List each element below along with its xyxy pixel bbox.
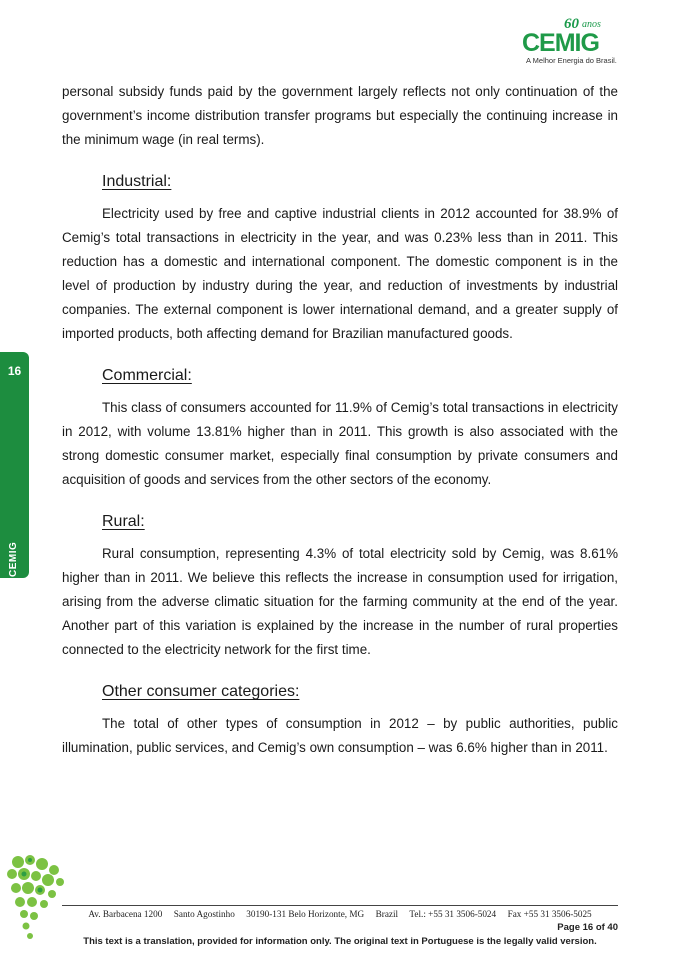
logo-tagline: A Melhor Energia do Brasil. <box>526 56 617 65</box>
page-body <box>62 80 618 760</box>
logo-wordmark: CEMIG <box>522 29 599 57</box>
decorative-dots-map-icon <box>0 850 72 950</box>
section-text-industrial: Electricity used by free and captive industrial clients in 2012 accounted for 38.9% of Cemig’s total transactions in electricity in the year, and was 0.23% less than in 2011. This reduction has a domestic and international component. The domestic component is in the level of production by industry during the year, and reduction of investments by industrial companies. The external component is lower international demand, and a greater supply of imported products, both affecting demand for Brazilian manufactured goods. <box>62 206 618 341</box>
section-heading-rural: Rural: <box>102 513 145 530</box>
translation-disclaimer: This text is a translation, provided for information only. The original text in Portuguese is the legally valid version. <box>83 936 597 947</box>
side-tab-brand: CEMIG <box>8 541 19 577</box>
section-text-commercial: This class of consumers accounted for 11.9% of Cemig’s total transactions in electricity in 2012, with volume 13.81% higher than in 2011. This growth is also associated with the strong domestic consumer market, especially final consumption by private consumers and acquisition of goods and services from the other sectors of the economy. <box>62 400 618 487</box>
footer-divider <box>62 905 618 906</box>
side-page-tab <box>0 352 29 578</box>
cemig-logo <box>520 16 640 66</box>
section-text-other: The total of other types of consumption in 2012 – by public authorities, public illumination, public services, and Cemig’s own consumption – was 6.6% higher than in 2011. <box>62 716 618 755</box>
section-text-rural: Rural consumption, representing 4.3% of total electricity sold by Cemig, was 8.61% higher than in 2011. We believe this reflects the increase in consumption used for irrigation, arising from the adverse climatic situation for the farming community at the end of the year. Another part of this variation is explained by the increase in the number of rural properties connected to the electricity network for the first time. <box>62 546 618 657</box>
section-heading-other: Other consumer categories: <box>102 683 300 700</box>
section-heading-commercial: Commercial: <box>102 367 192 384</box>
page-number: Page 16 of 40 <box>557 922 618 933</box>
intro-paragraph: personal subsidy funds paid by the government largely reflects not only continuation of the government’s income distribution transfer programs but especially the continuing increase in the minimum wage (in real terms). <box>62 84 618 147</box>
side-tab-page-number: 16 <box>7 364 22 378</box>
logo-anniversary: 60 <box>564 16 579 32</box>
section-heading-industrial: Industrial: <box>102 173 172 190</box>
logo-anos: anos <box>582 19 601 30</box>
footer-address: Av. Barbacena 1200 Santo Agostinho 30190-131 Belo Horizonte, MG Brazil Tel.: +55 31 3506-5024 Fax +55 31 3506-5025 <box>88 909 592 919</box>
